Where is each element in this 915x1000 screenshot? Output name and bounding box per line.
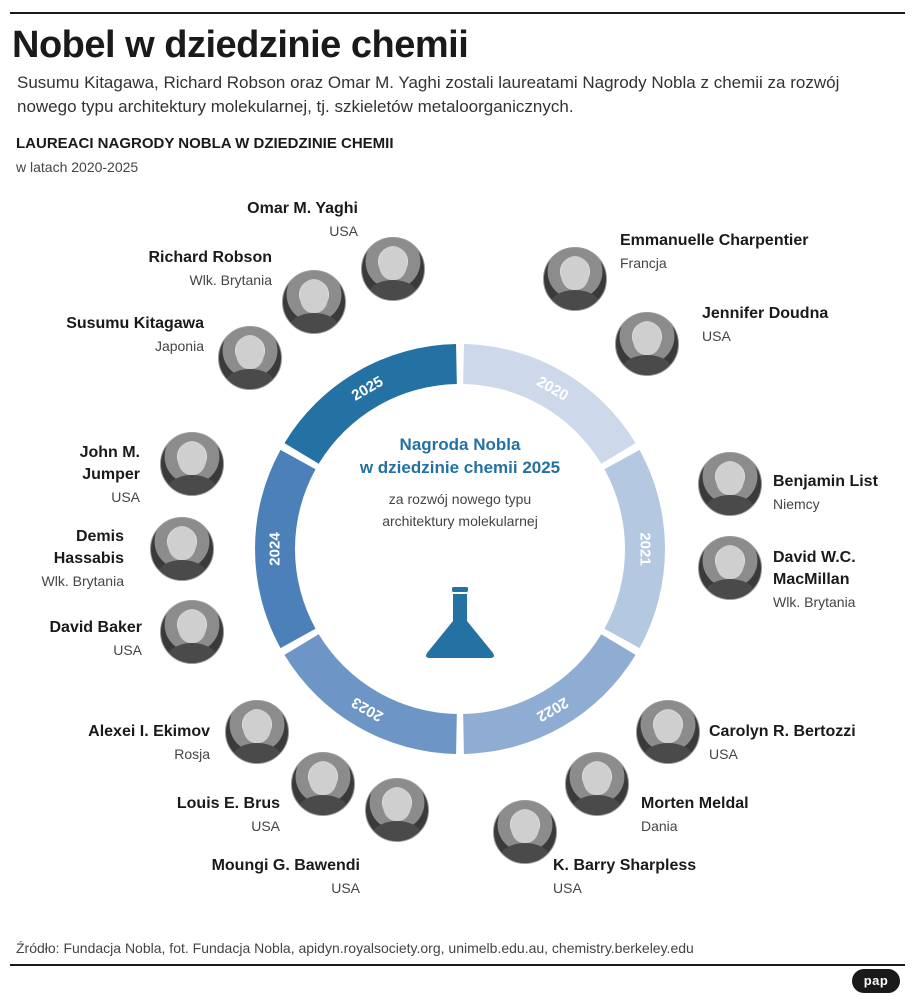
ring-label-2024: 2024 <box>266 532 284 566</box>
flask-cap <box>452 587 468 592</box>
portrait-kitagawa <box>218 326 282 390</box>
portrait-list <box>698 452 762 516</box>
ring-segment-2021 <box>604 450 665 648</box>
ring-label-2022: 2022 <box>533 693 572 725</box>
ring-label-2021: 2021 <box>636 532 654 566</box>
ring-label-2025: 2025 <box>348 373 387 405</box>
flask-body <box>426 594 494 658</box>
portrait-bawendi <box>365 778 429 842</box>
center-subtitle: za rozwój nowego typu architektury molekularnej <box>382 491 538 529</box>
laureate-meldal: Morten Meldal Dania <box>641 795 749 834</box>
laureate-list: Benjamin List Niemcy <box>773 473 878 512</box>
portrait-macmillan <box>698 536 762 600</box>
laureate-sharpless: K. Barry Sharpless USA <box>553 857 697 896</box>
pap-logo: pap <box>852 969 900 993</box>
laureate-charpentier: Emmanuelle Charpentier Francja <box>620 232 809 271</box>
portrait-jumper <box>160 432 224 496</box>
bottom-rule <box>10 964 905 966</box>
portrait-brus <box>291 752 355 816</box>
laureate-robson: Richard Robson Wlk. Brytania <box>148 249 272 288</box>
laureate-bawendi: Moungi G. Bawendi USA <box>211 857 360 896</box>
section-subnote: w latach 2020-2025 <box>16 159 139 175</box>
portrait-sharpless <box>493 800 557 864</box>
intro-text: Susumu Kitagawa, Richard Robson oraz Omar M. Yaghi zostali laureatami Nagrody Nobla z chemii za rozwój nowego typu architektury molekularnej, tj. szkieletów metaloorganicznych. <box>17 73 840 116</box>
portrait-doudna <box>615 312 679 376</box>
laureate-brus: Louis E. Brus USA <box>176 795 280 834</box>
ring-label-2023: 2023 <box>348 693 387 725</box>
ring-segment-2024 <box>255 450 316 648</box>
laureate-ekimov: Alexei I. Ekimov Rosja <box>88 723 210 762</box>
laureate-bertozzi: Carolyn R. Bertozzi USA <box>709 723 856 762</box>
laureate-baker: David Baker USA <box>49 619 142 658</box>
portrait-ekimov <box>225 700 289 764</box>
portrait-meldal <box>565 752 629 816</box>
laureate-yaghi: Omar M. Yaghi USA <box>247 200 358 239</box>
source-note: Źródło: Fundacja Nobla, fot. Fundacja Nobla, apidyn.royalsociety.org, unimelb.edu.au, chemistry.berkeley.edu <box>16 940 694 956</box>
laureate-macmillan: David W.C. MacMillan Wlk. Brytania <box>773 549 856 610</box>
portrait-baker <box>160 600 224 664</box>
portrait-bertozzi <box>636 700 700 764</box>
page-title: Nobel w dziedzinie chemii <box>12 24 469 66</box>
section-heading: LAUREACI NAGRODY NOBLA W DZIEDZINIE CHEMII <box>16 135 394 152</box>
laureate-jumper: John M. Jumper USA <box>79 444 140 505</box>
portrait-robson <box>282 270 346 334</box>
ring-label-2020: 2020 <box>533 373 572 405</box>
flask-icon <box>426 587 494 658</box>
year-ring <box>255 344 665 754</box>
portrait-charpentier <box>543 247 607 311</box>
center-title: Nagroda Nobla w dziedzinie chemii 2025 <box>359 435 561 477</box>
laureate-doudna: Jennifer Doudna USA <box>702 305 829 344</box>
laureate-kitagawa: Susumu Kitagawa Japonia <box>66 315 204 354</box>
portrait-yaghi <box>361 237 425 301</box>
portrait-hassabis <box>150 517 214 581</box>
laureate-hassabis: Demis Hassabis Wlk. Brytania <box>41 528 124 589</box>
